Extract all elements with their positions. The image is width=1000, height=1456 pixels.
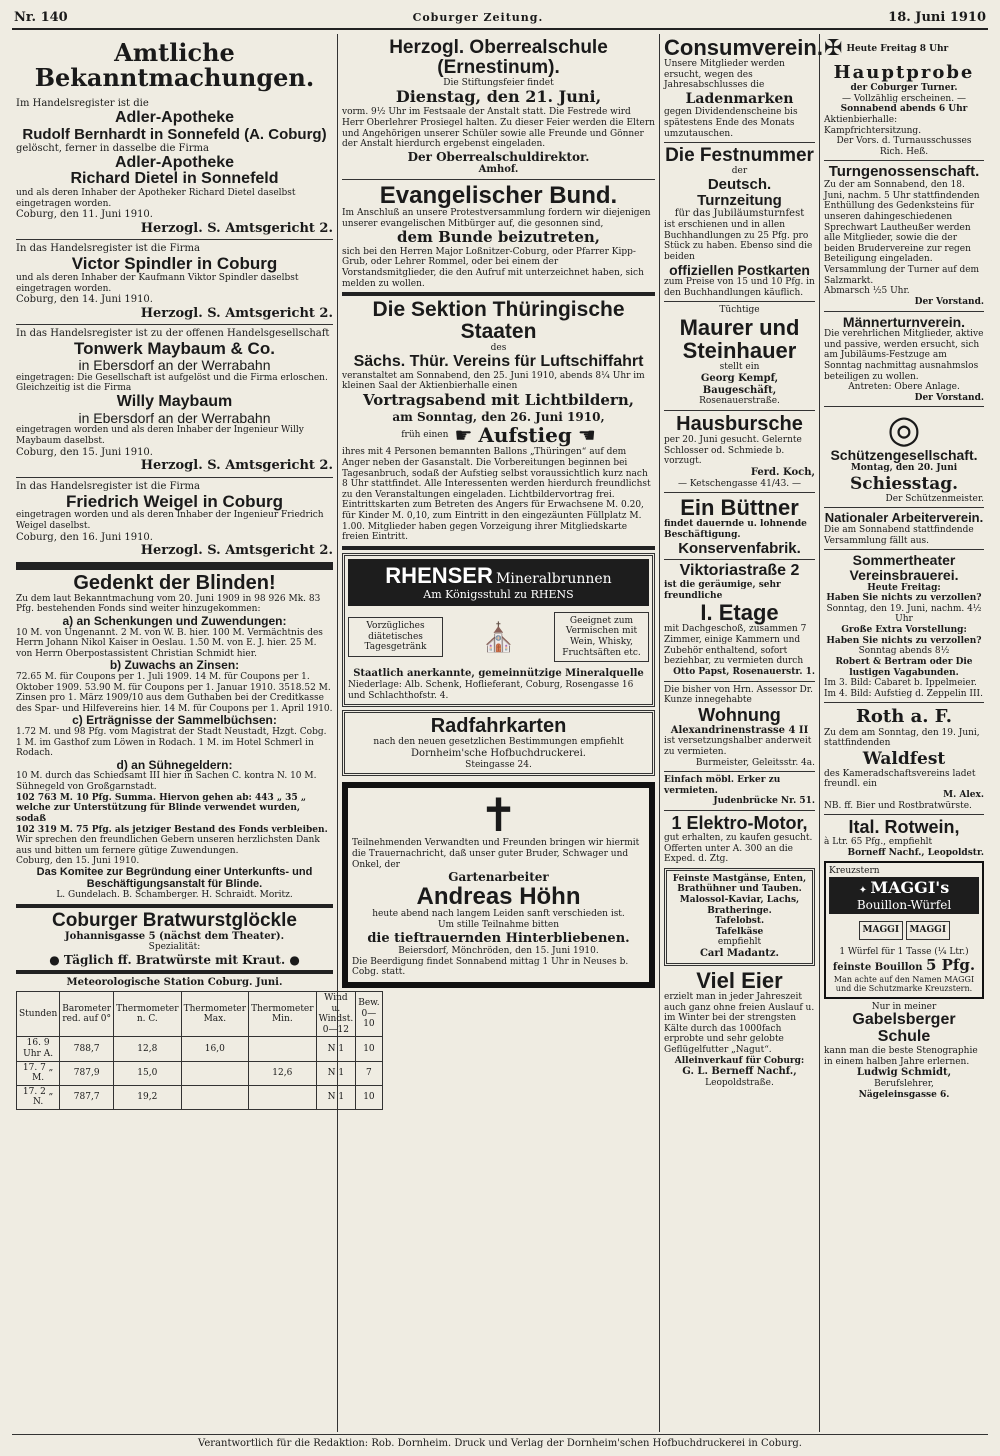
aufstieg-row: früh einen ☛ Aufstieg ☚: [401, 422, 596, 447]
maggi-price-line: feinste Bouillon 5 Pfg.: [832, 956, 976, 975]
blind-text: 10 M. durch das Schiedsamt III hier in Sachen C. kontra N. 10 M. Sühnegeld von Großgarnstadt.: [16, 771, 317, 793]
blind-intro: Zu dem laut Bekanntmachung vom 20. Juni 1909 in 98 926 Mk. 83 Pfg. bestehenden Fonds sind weiter hinzugekommen:: [16, 593, 321, 615]
eier-ad: Viel Eier erzielt man in jeder Jahreszeit auch ganz ohne freien Auslauf u. im Winter bei der strengsten Kälte durch das 1000fach erprobte und sehr gelobte Geflügelfutter „Nagut“. Alleinverkauf für Coburg: G. L. Berneff Nachf., Leopoldstraße.: [664, 967, 815, 1089]
notice-date: Coburg, den 15. Juni 1910.: [16, 856, 140, 867]
obituary: ✝ Teilnehmenden Verwandten und Freunden bringen wir hiermit die Trauernachricht, daß unser guter Bruder, Schwager und Onkel, der Gartenarbeiter Andreas Höhn heute abend nach langem Leiden sanft verschieden ist. Um stille Teilnahme bitten die tieftrauernden Hinterbliebenen. Beiersdorf, Mönchröden, den 15. Juni 1910. Die Beerdigung findet Sonnabend mittag 1 Uhr in Neuses b. Cobg. statt.: [342, 782, 655, 988]
official-notices-title: Amtliche Bekanntmachungen.: [34, 38, 315, 93]
columns: [12, 34, 988, 1432]
firm-name: in Ebersdorf an der Werrabahn: [78, 409, 271, 426]
blind-title: Gedenkt der Blinden!: [73, 571, 276, 594]
blind-names: L. Gundelach. B. Schamberger. H. Schraidt. Moritz.: [56, 890, 293, 901]
sommertheater-ad: Sommertheater Vereinsbrauerei. Heute Freitag: Haben Sie nichts zu verzollen? Sonntag, den 19. Juni, nachm. 4½ Uhr Große Extra Vorstellung: Haben Sie nichts zu verzollen? Sonntag abends 8½ Robert & Bertram oder Die lustigen Vagabunden. Im 3. Bild: Cabaret b. Ippelmeier. Im 4. Bild: Aufstieg d. Zeppelin III.: [824, 552, 983, 699]
issue-date: 18. Juni 1910: [888, 10, 986, 26]
hausbursche-ad: Hausbursche per 20. Juni gesucht. Gelernte Schlosser od. Schmiede b. vorzugt. Ferd. Koch, — Ketschengasse 41/43. —: [664, 413, 815, 489]
notice-text: In das Handelsregister ist zu der offenen Handelsgesellschaft: [16, 328, 330, 340]
luftschiffahrt-ad: Die Sektion Thüringische Staaten des Sächs. Thür. Vereins für Luftschiffahrt veranstaltet am Sonnabend, den 25. Juni 1910, abends 8¼ Uhr im kleinen Saal der Aktienbierhalle einen Vortragsabend mit Lichtbildern, am Sonntag, den 26. Juni 1910, früh einen ☛ Aufstieg ☚ ihres mit 4 Personen bemannten Ballons „Thüringen“ auf dem Anger neben der Gasanstalt. Die Vorbereitungen beginnen bei Tagesanbruch, sodaß der Aufstieg selbst voraussichtlich kurz nach 8 Uhr stattfindet. Alle Interessenten werden hierdurch freundlichst zu den Veranstaltungen eingeladen. Lichtbildervortrag frei. Eintrittskarten zum Betreten des Angers für Erwachsene M. 0.20, für Kinder M. 0,10, zum Eintritt in den eingezäunten Füllplatz M. 1.00. Mitglieder haben gegen Vorzeigung ihrer Mitgliedskarte freien Eintritt.: [342, 299, 655, 543]
firm-name: Richard Dietel in Sonnefeld: [70, 170, 279, 188]
page-header: [12, 8, 988, 30]
blind-section-b: b) Zuwachs an Zinsen:: [109, 658, 240, 673]
evang-title: Evangelischer Bund.: [379, 181, 618, 209]
target-emblem-icon: ◎: [887, 407, 921, 452]
column-4: [820, 34, 988, 1432]
blind-committee: Das Komitee zur Begründung einer Unterkunfts- und Beschäftigungsanstalt für Blinde.: [36, 865, 313, 890]
radfahrkarten-ad: Radfahrkarten nach den neuen gesetzlichen Bestimmungen empfiehlt Dornheim'sche Hofbuchdruckerei. Steingasse 24.: [342, 710, 655, 776]
bratwurst-ad: [16, 911, 333, 968]
firm-name: Adler-Apotheke: [114, 109, 235, 127]
sekt-vortrag: Vortragsabend mit Lichtbildern,: [363, 391, 634, 409]
notice-weigel: [16, 481, 333, 559]
viktoriastrasse-ad: Viktoriastraße 2 ist die geräumige, sehr freundliche I. Etage mit Dachgeschoß, zusammen 7 Zimmer, einige Kammern und Zubehör enthaltend, sofort beziehbar, zu vermieten durch Otto Papst, Rosenauerstr. 1.: [664, 562, 815, 677]
table-row: 17. 2 „ N. 787,7 19,2 N 1 10: [17, 1085, 383, 1109]
notice-signature: Herzogl. S. Amtsgericht 2.: [140, 543, 333, 559]
rad-title: Radfahrkarten: [430, 715, 567, 738]
notice-date: Coburg, den 15. Juni 1910.: [16, 446, 153, 458]
madantz-ad: Feinste Mastgänse, Enten, Brathühner und Tauben. Malossol-Kaviar, Lachs, Bratheringe. Tafelobst. Tafelkäse empfiehlt Carl Madantz.: [664, 868, 815, 966]
notice-maybaum: [16, 328, 333, 473]
blind-rest: 102 319 M. 75 Pfg. als jetziger Bestand des Fonds verbleiben.: [16, 824, 328, 835]
festnummer-ad: Die Festnummer der Deutsch. Turnzeitung für das Jubiläumsturnfest ist erschienen und in allen Buchhandlungen zu 25 Pfg. pro Stück zu haben. Ebenso sind die beiden offiziellen Postkarten zum Preise von 15 und 10 Pfg. in den Buchhandlungen käuflich.: [664, 145, 815, 298]
notice-text: und als deren Inhaber der Apotheker Richard Dietel daselbst eingetragen worden.: [16, 188, 296, 209]
buettner-ad: Ein Büttner findet dauernde u. lohnende Beschäftigung. Konservenfabrik.: [664, 495, 807, 557]
blind-thanks: Wir sprechen den freundlichen Gebern unseren herzlichsten Dank aus und bitten um fernere gütige Zuwendungen.: [16, 835, 320, 856]
elektromotor-ad: 1 Elektro-Motor, gut erhalten, zu kaufen gesucht. Offerten unter A. 300 an die Exped. d. Ztg.: [664, 813, 813, 865]
weather-data: Stunden Barometer red. auf 0° Thermometer n. C. Thermometer Max. Thermometer Min. Wind u. Windst. 0—12 Bew. 0—10 16. 9 Uhr A. 788,7 12,8 16,0 N 1 10 17. 7 „ M. 787,9 15,0 12,6 N 1 7 17. 2 „ N. 787,7 19,2 N 1 10: [16, 991, 383, 1110]
ober-signature: Der Oberrealschuldirektor.: [407, 149, 590, 164]
notice-signature: Herzogl. S. Amtsgericht 2.: [140, 221, 333, 237]
notice-text: In das Handelsregister ist die Firma: [16, 480, 200, 492]
weather-title: Meteorologische Station Coburg. Juni.: [66, 977, 283, 989]
evang-big: dem Bunde beizutreten,: [397, 228, 600, 247]
maennerturnverein-ad: Männerturnverein. Die verehrlichen Mitglieder, aktive und passive, werden ersucht, sich am Jubiläums-Festzuge am Sonntag nachmittag ausnahmslos beteiligen zu wollen. Antreten: Obere Anlage. Der Vorstand.: [824, 313, 984, 403]
firm-name: Willy Maybaum: [116, 392, 233, 410]
blind-fund-notice: [16, 573, 333, 901]
roth-waldfest-ad: Roth a. F. Zu dem am Sonntag, den 19. Juni, stattfindenden Waldfest des Kameradschaftsvereins ladet freundl. ein M. Alex. NB. ff. Bier und Rostbratwürste.: [824, 706, 984, 811]
notice-text: eingetragen: Die Gesellschaft ist aufgelöst und die Firma erloschen. Gleichzeitig ist die Firma: [16, 372, 328, 394]
ober-title: Herzogl. Oberrealschule (Ernestinum).: [389, 37, 608, 78]
cross-icon: ✝: [479, 788, 518, 843]
bratwurst-offer: ● Täglich ff. Bratwürste mit Kraut. ●: [49, 953, 300, 968]
pointing-hand-icon: ☛: [454, 422, 473, 447]
church-icon: ⛪: [481, 620, 516, 654]
maurer-ad: Tüchtige Maurer und Steinhauer stellt ein Georg Kempf, Baugeschäft, Rosenauerstraße.: [679, 305, 800, 407]
firm-name: Rudolf Bernhardt in Sonnefeld (A. Coburg): [22, 125, 327, 143]
column-1: [12, 34, 380, 1432]
rhenser-banner: RHENSER Mineralbrunnen Am Königsstuhl zu RHENS: [348, 559, 649, 606]
notice-date: Coburg, den 11. Juni 1910.: [16, 209, 153, 221]
maggi-cubes: MAGGI MAGGI: [829, 918, 979, 943]
rotwein-ad: Ital. Rotwein, à Ltr. 65 Pfg., empfiehlt Borneff Nachf., Leopoldstr.: [824, 817, 984, 858]
maggi-ad: Kreuzstern ✦ MAGGI's Bouillon-Würfel MAGGI MAGGI 1 Würfel für 1 Tasse (¼ Ltr.) feinste Bouillon 5 Pfg. Man achte auf den Namen MAGGI und die Schutzmarke Kreuzstern.: [824, 861, 984, 998]
newspaper-title: Coburger Zeitung.: [412, 10, 544, 24]
firm-name: Tonwerk Maybaum & Co.: [74, 339, 275, 359]
sekt-aufstieg: Aufstieg: [478, 422, 572, 447]
firm-name: in Ebersdorf an der Werrabahn: [78, 357, 271, 374]
ober-date: Dienstag, den 21. Juni,: [395, 87, 602, 107]
bratwurst-title: Coburger Bratwurstglöckle: [52, 909, 297, 931]
ober-text: vorm. 9½ Uhr im Festsaale der Anstalt statt. Die Festrede wird Herr Oberlehrer Prosiegel halten. Zu dieser Feier werden die Eltern und Angehörigen unserer Schüler sowie alle Freunde und Gönner der Anstalt hierdurch ergebenst eingeladen.: [342, 107, 655, 150]
schuetzen-ad: ◎ Schützengesellschaft. Montag, den 20. Juni Schiesstag. Der Schützenmeister.: [824, 410, 984, 504]
evangelischer-bund-ad: Evangelischer Bund. Im Anschluß an unsere Protestversammlung fordern wir diejenigen unserer evangelischen Mitbürger auf, die gesonnen sind, dem Bunde beizutreten, sich bei den Herren Major Loßnitzer-Coburg, oder Pfarrer Kipp-Grub, oder Lehrer Rommel, oder bei einem der Vorstandsmitglieder, die den Aufruf mit unterzeichnet haben, sich melden zu wollen.: [342, 183, 655, 290]
blind-text: 10 M. von Ungenannt. 2 M. von W. B. hier. 100 M. Vermächtnis des Herrn Johann Nikol Kaiser in Oeslau. 1.50 M. von E. J. hier. 25 M. von Herrn Oberpostassistent Christian Schmidt hier.: [16, 627, 323, 659]
oberrealschule-ad: Herzogl. Oberrealschule (Ernestinum). Die Stiftungsfeier findet Dienstag, den 21. Juni, vorm. 9½ Uhr im Festsaale der Anstalt statt. Die Festrede wird Herr Oberlehrer Prosiegel halten. Zu dieser Feier werden die Eltern und Angehörigen unserer Schüler sowie alle Freunde und Gönner der Anstalt hierdurch ergebenst eingeladen. Der Oberrealschuldirektor. Amhof.: [342, 37, 655, 175]
pointing-hand-icon: ☚: [577, 422, 596, 447]
sekt-title: Die Sektion Thüringische Staaten: [372, 298, 625, 344]
notice-text: eingetragen worden und als deren Inhaber der Ingenieur Friedrich Weigel daselbst.: [16, 510, 324, 532]
turner-emblem-icon: ✠: [824, 36, 843, 61]
gabelsberger-ad: Nur in meiner Gabelsberger Schule kann man die beste Stenographie in einem halben Jahre erlernen. Ludwig Schmidt, Berufslehrer, Nägeleinsgasse 6.: [824, 1001, 978, 1100]
wohnung-ad: Die bisher von Hrn. Assessor Dr. Kunze innegehabte Wohnung Alexandrinenstrasse 4 II ist versetzungshalber anderweit zu vermieten. Burmeister, Geleitsstr. 4a.: [664, 684, 815, 768]
column-3: [660, 34, 823, 1432]
table-row: 16. 9 Uhr A. 788,7 12,8 16,0 N 1 10: [17, 1037, 383, 1061]
blind-section-c: c) Erträgnisse der Sammelbüchsen:: [72, 713, 277, 728]
star-icon: ✦: [858, 885, 868, 897]
notice-signature: Herzogl. S. Amtsgericht 2.: [140, 458, 333, 474]
firm-name: Friedrich Weigel in Coburg: [66, 491, 283, 511]
turner-ad: ✠ Heute Freitag 8 Uhr Hauptprobe der Coburger Turner. — Vollzählig erscheinen. — Sonnabend abends 6 Uhr Aktienbierhalle: Kampfrichtersitzung. Der Vors. d. Turnausschusses Rich. Heß.: [824, 36, 975, 157]
consumverein-ad: Consumverein. Unsere Mitglieder werden ersucht, wegen des Jahresabschlusses die Ladenmarken gegen Dividendenscheine bis spätestens Ende des Monats umzutauschen.: [664, 35, 823, 139]
blind-text: 1.72 M. und 98 Pfg. vom Magistrat der Stadt Neustadt, Hzgt. Cobg. 1 M. im Gasthof zum Löwen in Rodach. 1 M. im Hotel Schmerl in Rodach.: [16, 727, 327, 759]
page-footer: Verantwortlich für die Redaktion: Rob. Dornheim. Druck und Verlag der Dornheim'schen Hofbuchdruckerei in Coburg.: [12, 1434, 988, 1450]
blind-text: 72.65 M. für Coupons per 1. Juli 1909. 14 M. für Coupons per 1. Oktober 1909. 53.90 M. für Coupons per 1. Januar 1910. 3518.52 M. Zinsen pro 1. März 1909/10 aus dem Guthaben bei der Creditkasse des Spar- und Hilfevereins hier. 14 M. für Coupons per 1. April 1910.: [16, 672, 333, 714]
notice-text: und als deren Inhaber der Kaufmann Viktor Spindler daselbst eingetragen worden.: [16, 273, 299, 294]
table-row: 17. 7 „ M. 787,9 15,0 12,6 N 1 7: [17, 1061, 383, 1085]
issue-number: Nr. 140: [14, 10, 68, 26]
firm-name: Victor Spindler in Coburg: [71, 254, 278, 274]
notice-text: In das Handelsregister ist die Firma: [16, 243, 200, 255]
notice-spindler: [16, 243, 333, 321]
consum-title: Consumverein.: [664, 35, 823, 60]
rhenser-ad: RHENSER Mineralbrunnen Am Königsstuhl zu RHENS Vorzügliches diätetisches Tagesgetränk ⛪ Geeignet zum Vermischen mit Wein, Whisky, Fruchtsäften etc. Staatlich anerkannte, gemeinnützige Mineralquelle Niederlage: Alb. Schenk, Hoflieferant, Coburg, Rosengasse 16 und Schlachthofstr. 4.: [342, 553, 655, 707]
notice-text: Im Handelsregister ist die: [16, 98, 149, 110]
notice-text: gelöscht, ferner in dasselbe die Firma: [16, 142, 209, 154]
column-2: [338, 34, 660, 1432]
deceased-name: Andreas Höhn: [416, 883, 581, 911]
arbeiterverein-ad: Nationaler Arbeiterverein. Die am Sonnabend stattfindende Versammlung fällt aus.: [824, 510, 984, 546]
sekt-title2: Sächs. Thür. Vereins für Luftschiffahrt: [353, 352, 644, 370]
notice-signature: Herzogl. S. Amtsgericht 2.: [140, 306, 333, 322]
firm-name: Adler-Apotheke: [114, 153, 235, 171]
notice-adler: [16, 98, 333, 236]
weather-table: [16, 977, 380, 1110]
notice-date: Coburg, den 14. Juni 1910.: [16, 294, 153, 306]
bratwurst-spec: Spezialität:: [148, 942, 201, 953]
erker-ad: Einfach möbl. Erker zu vermieten. Judenbrücke Nr. 51.: [664, 775, 815, 807]
blind-sum: 102 763 M. 10 Pfg. Summa. Hiervon gehen ab: 443 „ 35 „ welche zur Unterstützung für Blinde verwendet wurden, sodaß: [16, 792, 307, 824]
turngenossenschaft-ad: Turngenossenschaft. Zu der am Sonnabend, den 18. Juni, nachm. 5 Uhr stattfindenden Enthüllung des Gedenksteins für unseren dahingeschiedenen Sprechwart Lautheußer werden alle Mitglieder, sowie die der beiden Brudervereine zur regen Beteiligung eingeladen. Versammlung der Turner auf dem Salzmarkt. Abmarsch ½5 Uhr. Der Vorstand.: [824, 163, 984, 307]
blind-section-a: a) an Schenkungen und Zuwendungen:: [62, 614, 287, 629]
notice-text: eingetragen worden und als deren Inhaber der Ingenieur Willy Maybaum daselbst.: [16, 425, 304, 447]
bratwurst-address: Johannisgasse 5 (nächst dem Theater).: [64, 930, 285, 942]
notice-date: Coburg, den 16. Juni 1910.: [16, 531, 153, 543]
blind-section-d: d) an Sühnegeldern:: [116, 757, 233, 772]
